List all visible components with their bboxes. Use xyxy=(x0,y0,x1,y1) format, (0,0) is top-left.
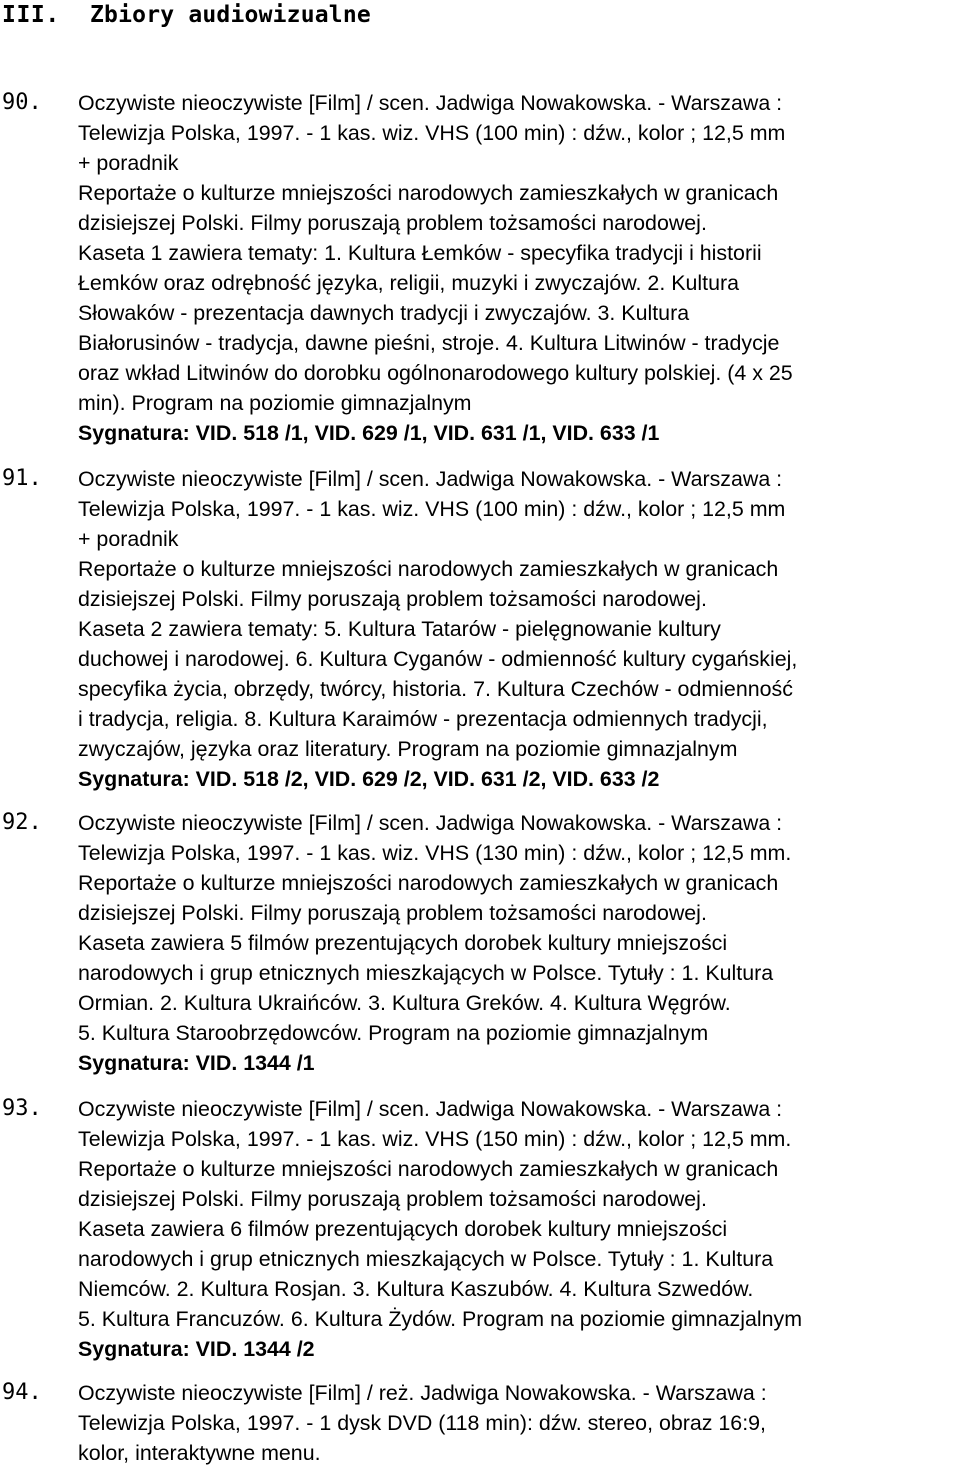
entry-line: Kaseta zawiera 5 filmów prezentujących dorobek kultury mniejszości xyxy=(78,931,728,955)
signature: Sygnatura: VID. 518 /1, VID. 629 /1, VID. 631 /1, VID. 633 /1 xyxy=(78,421,660,445)
entry-description xyxy=(78,464,958,794)
entry-line: Reportaże o kulturze mniejszości narodowych zamieszkałych w granicach xyxy=(78,871,779,895)
signature: Sygnatura: VID. 1344 /2 xyxy=(78,1337,315,1361)
entry-line: zwyczajów, języka oraz literatury. Program na poziomie gimnazjalnym xyxy=(78,737,738,761)
entry-line: oraz wkład Litwinów do dorobku ogólnonarodowego kultury polskiej. (4 x 25 xyxy=(78,361,793,385)
entry-line: 5. Kultura Francuzów. 6. Kultura Żydów. Program na poziomie gimnazjalnym xyxy=(78,1307,803,1331)
signature: Sygnatura: VID. 1344 /1 xyxy=(78,1051,315,1075)
entry-line: Reportaże o kulturze mniejszości narodowych zamieszkałych w granicach xyxy=(78,181,779,205)
entry-line: dzisiejszej Polski. Filmy poruszają problem tożsamości narodowej. xyxy=(78,211,707,235)
entry-line: Reportaże o kulturze mniejszości narodowych zamieszkałych w granicach xyxy=(78,557,779,581)
entry-line: Telewizja Polska, 1997. - 1 kas. wiz. VHS (150 min) : dźw., kolor ; 12,5 mm. xyxy=(78,1127,792,1151)
entry-line: Niemców. 2. Kultura Rosjan. 3. Kultura Kaszubów. 4. Kultura Szwedów. xyxy=(78,1277,754,1301)
entry-line: kolor, interaktywne menu. xyxy=(78,1441,321,1465)
entry-line: Telewizja Polska, 1997. - 1 dysk DVD (118 min): dźw. stereo, obraz 16:9, xyxy=(78,1411,766,1435)
entry-line: Oczywiste nieoczywiste [Film] / scen. Jadwiga Nowakowska. - Warszawa : xyxy=(78,91,783,115)
entry-line: dzisiejszej Polski. Filmy poruszają problem tożsamości narodowej. xyxy=(78,901,707,925)
entry-line: Łemków oraz odrębność języka, religii, muzyki i zwyczajów. 2. Kultura xyxy=(78,271,739,295)
entry-line: narodowych i grup etnicznych mieszkających w Polsce. Tytuły : 1. Kultura xyxy=(78,961,774,985)
entry-line: narodowych i grup etnicznych mieszkających w Polsce. Tytuły : 1. Kultura xyxy=(78,1247,774,1271)
entry-number: 93. xyxy=(2,1096,42,1121)
entry-number: 94. xyxy=(2,1380,42,1405)
entry-line: Białorusinów - tradycja, dawne pieśni, stroje. 4. Kultura Litwinów - tradycje xyxy=(78,331,780,355)
section-number: III. xyxy=(2,2,60,28)
entry-line: Telewizja Polska, 1997. - 1 kas. wiz. VHS (100 min) : dźw., kolor ; 12,5 mm xyxy=(78,497,786,521)
section-title: Zbiory audiowizualne xyxy=(90,2,371,28)
entry-line: Kaseta zawiera 6 filmów prezentujących dorobek kultury mniejszości xyxy=(78,1217,728,1241)
entry-description xyxy=(78,1094,958,1364)
entry-line: Słowaków - prezentacja dawnych tradycji i zwyczajów. 3. Kultura xyxy=(78,301,690,325)
entry-description xyxy=(78,88,958,448)
entry-line: dzisiejszej Polski. Filmy poruszają problem tożsamości narodowej. xyxy=(78,587,707,611)
entry-line: Ormian. 2. Kultura Ukraińców. 3. Kultura Greków. 4. Kultura Węgrów. xyxy=(78,991,731,1015)
entry-line: Telewizja Polska, 1997. - 1 kas. wiz. VHS (100 min) : dźw., kolor ; 12,5 mm xyxy=(78,121,786,145)
entry-number: 92. xyxy=(2,810,42,835)
entry-line: 5. Kultura Staroobrzędowców. Program na poziomie gimnazjalnym xyxy=(78,1021,709,1045)
entry-line: Kaseta 2 zawiera tematy: 5. Kultura Tatarów - pielęgnowanie kultury xyxy=(78,617,721,641)
entry-line: Oczywiste nieoczywiste [Film] / scen. Jadwiga Nowakowska. - Warszawa : xyxy=(78,1097,783,1121)
entry-line: + poradnik xyxy=(78,527,179,551)
section-heading xyxy=(2,0,371,30)
entry-line: + poradnik xyxy=(78,151,179,175)
entry-line: dzisiejszej Polski. Filmy poruszają problem tożsamości narodowej. xyxy=(78,1187,707,1211)
entry-line: Oczywiste nieoczywiste [Film] / scen. Jadwiga Nowakowska. - Warszawa : xyxy=(78,467,783,491)
entry-number: 90. xyxy=(2,90,42,115)
entry-description xyxy=(78,808,958,1078)
signature: Sygnatura: VID. 518 /2, VID. 629 /2, VID. 631 /2, VID. 633 /2 xyxy=(78,767,660,791)
entry-line: Oczywiste nieoczywiste [Film] / reż. Jadwiga Nowakowska. - Warszawa : xyxy=(78,1381,767,1405)
entry-line: min). Program na poziomie gimnazjalnym xyxy=(78,391,472,415)
entry-line: Kaseta 1 zawiera tematy: 1. Kultura Łemków - specyfika tradycji i historii xyxy=(78,241,762,265)
entry-line: specyfika życia, obrzędy, twórcy, historia. 7. Kultura Czechów - odmienność xyxy=(78,677,793,701)
entry-line: Reportaże o kulturze mniejszości narodowych zamieszkałych w granicach xyxy=(78,1157,779,1181)
entry-line: Telewizja Polska, 1997. - 1 kas. wiz. VHS (130 min) : dźw., kolor ; 12,5 mm. xyxy=(78,841,792,865)
entry-line: Oczywiste nieoczywiste [Film] / scen. Jadwiga Nowakowska. - Warszawa : xyxy=(78,811,783,835)
entry-number: 91. xyxy=(2,466,42,491)
entry-line: duchowej i narodowej. 6. Kultura Cyganów - odmienność kultury cygańskiej, xyxy=(78,647,798,671)
entry-line: i tradycja, religia. 8. Kultura Karaimów - prezentacja odmiennych tradycji, xyxy=(78,707,768,731)
entry-description xyxy=(78,1378,958,1468)
